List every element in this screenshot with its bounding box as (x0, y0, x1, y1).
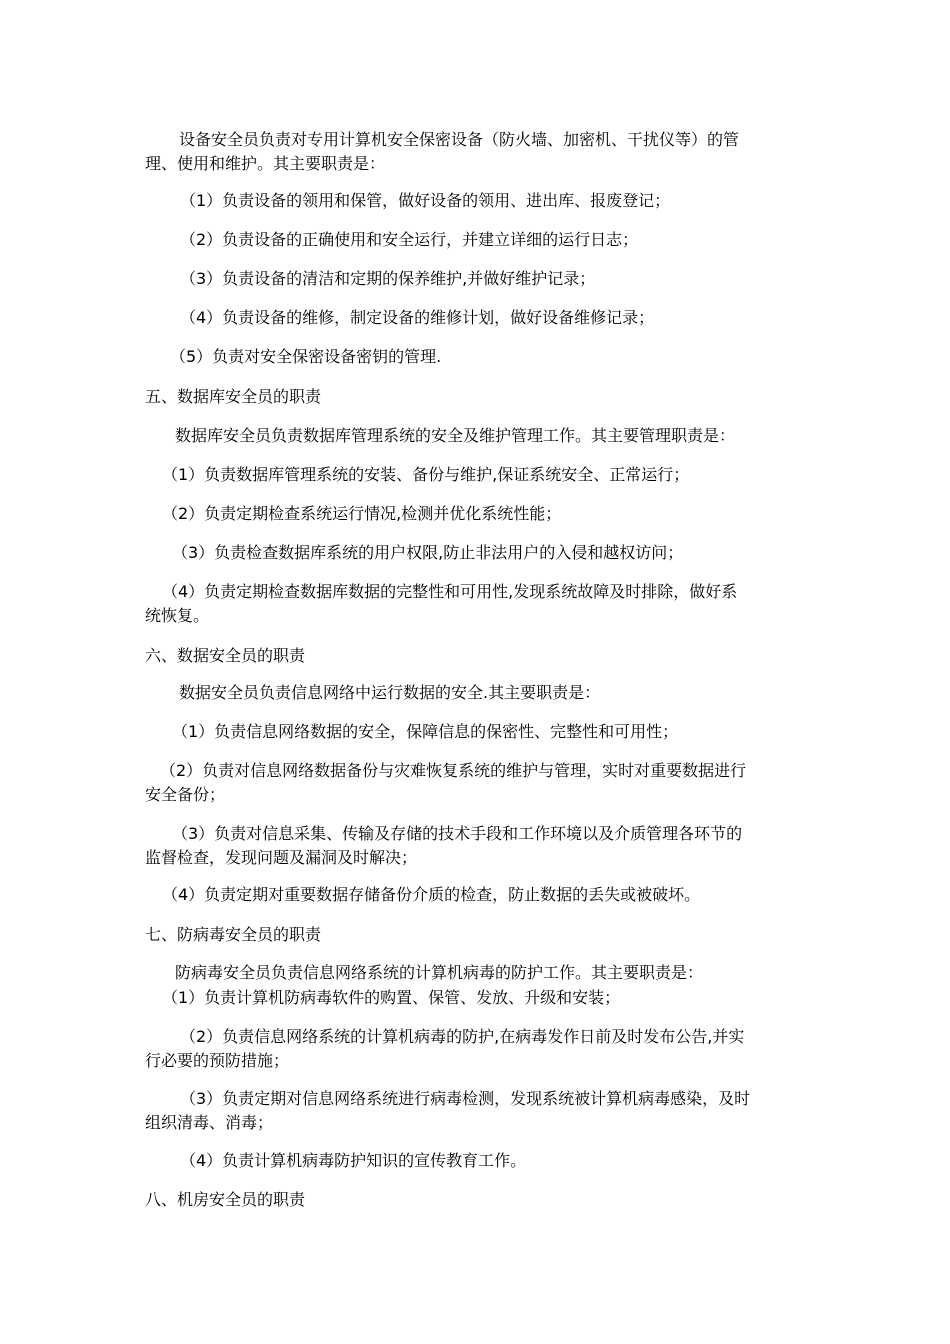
section-6-heading: 六、数据安全员的职责 (145, 646, 306, 665)
section-7-item-3-line-1: （3）负责定期对信息网络系统进行病毒检测，发现系统被计算机病毒感染，及时 (180, 1089, 751, 1108)
section-5-item-1: （1）负责数据库管理系统的安装、备份与维护,保证系统安全、正常运行； (162, 465, 690, 484)
device-item-3: （3）负责设备的清洁和定期的保养维护,并做好维护记录； (180, 269, 596, 288)
section-6-item-3 (0, 822, 950, 870)
section-5-item-4 (0, 580, 950, 628)
section-7-intro: 防病毒安全员负责信息网络系统的计算机病毒的防护工作。其主要职责是： (175, 963, 704, 982)
section-7-item-3 (0, 1087, 950, 1135)
section-5-item-4-line-2: 统恢复。 (145, 606, 210, 625)
intro-line-1: 设备安全员负责对专用计算机安全保密设备（防火墙、加密机、干扰仪等）的管 (179, 130, 740, 149)
section-5-item-2: （2）负责定期检查系统运行情况,检测并优化系统性能； (162, 504, 562, 523)
section-7-item-2-line-2: 行必要的预防措施； (145, 1051, 290, 1070)
section-6-item-3-line-2: 监督检查，发现问题及漏洞及时解决； (145, 848, 418, 867)
section-6-item-2-line-2: 安全备份； (145, 785, 226, 804)
section-6-item-3-line-1: （3）负责对信息采集、传输及存储的技术手段和工作环境以及介质管理各环节的 (172, 824, 743, 843)
intro-line-2: 理、使用和维护。其主要职责是： (145, 154, 386, 173)
section-5-intro: 数据库安全员负责数据库管理系统的安全及维护管理工作。其主要管理职责是： (175, 426, 736, 445)
device-item-5: （5）负责对安全保密设备密钥的管理. (170, 347, 442, 366)
device-item-4: （4）负责设备的维修，制定设备的维修计划，做好设备维修记录； (180, 308, 655, 327)
intro-paragraph (0, 128, 950, 176)
section-8-heading: 八、机房安全员的职责 (145, 1190, 306, 1209)
section-6-item-4: （4）负责定期对重要数据存储备份介质的检查，防止数据的丢失或被破坏。 (162, 885, 701, 904)
section-6-item-2 (0, 759, 950, 807)
section-7-item-4: （4）负责计算机病毒防护知识的宣传教育工作。 (180, 1151, 527, 1170)
section-7-item-2 (0, 1025, 950, 1073)
section-7-item-3-line-2: 组织清毒、消毒； (145, 1113, 274, 1132)
section-7-heading: 七、防病毒安全员的职责 (145, 925, 322, 944)
section-5-heading: 五、数据库安全员的职责 (145, 387, 322, 406)
section-6-intro: 数据安全员负责信息网络中运行数据的安全.其主要职责是： (179, 683, 601, 702)
section-7-item-1: （1）负责计算机防病毒软件的购置、保管、发放、升级和安装； (162, 988, 621, 1007)
section-7-item-2-line-1: （2）负责信息网络系统的计算机病毒的防护,在病毒发作日前及时发布公告,并实 (180, 1027, 745, 1046)
device-item-1: （1）负责设备的领用和保管，做好设备的领用、进出库、报废登记； (180, 191, 671, 210)
section-5-item-4-line-1: （4）负责定期检查数据库数据的完整性和可用性,发现系统故障及时排除，做好系 (162, 582, 738, 601)
section-6-item-1: （1）负责信息网络数据的安全，保障信息的保密性、完整性和可用性； (172, 722, 679, 741)
section-6-item-2-line-1: （2）负责对信息网络数据备份与灾难恢复系统的维护与管理，实时对重要数据进行 (160, 761, 747, 780)
section-5-item-3: （3）负责检查数据库系统的用户权限,防止非法用户的入侵和越权访问； (172, 543, 684, 562)
device-item-2: （2）负责设备的正确使用和安全运行，并建立详细的运行日志； (180, 230, 639, 249)
